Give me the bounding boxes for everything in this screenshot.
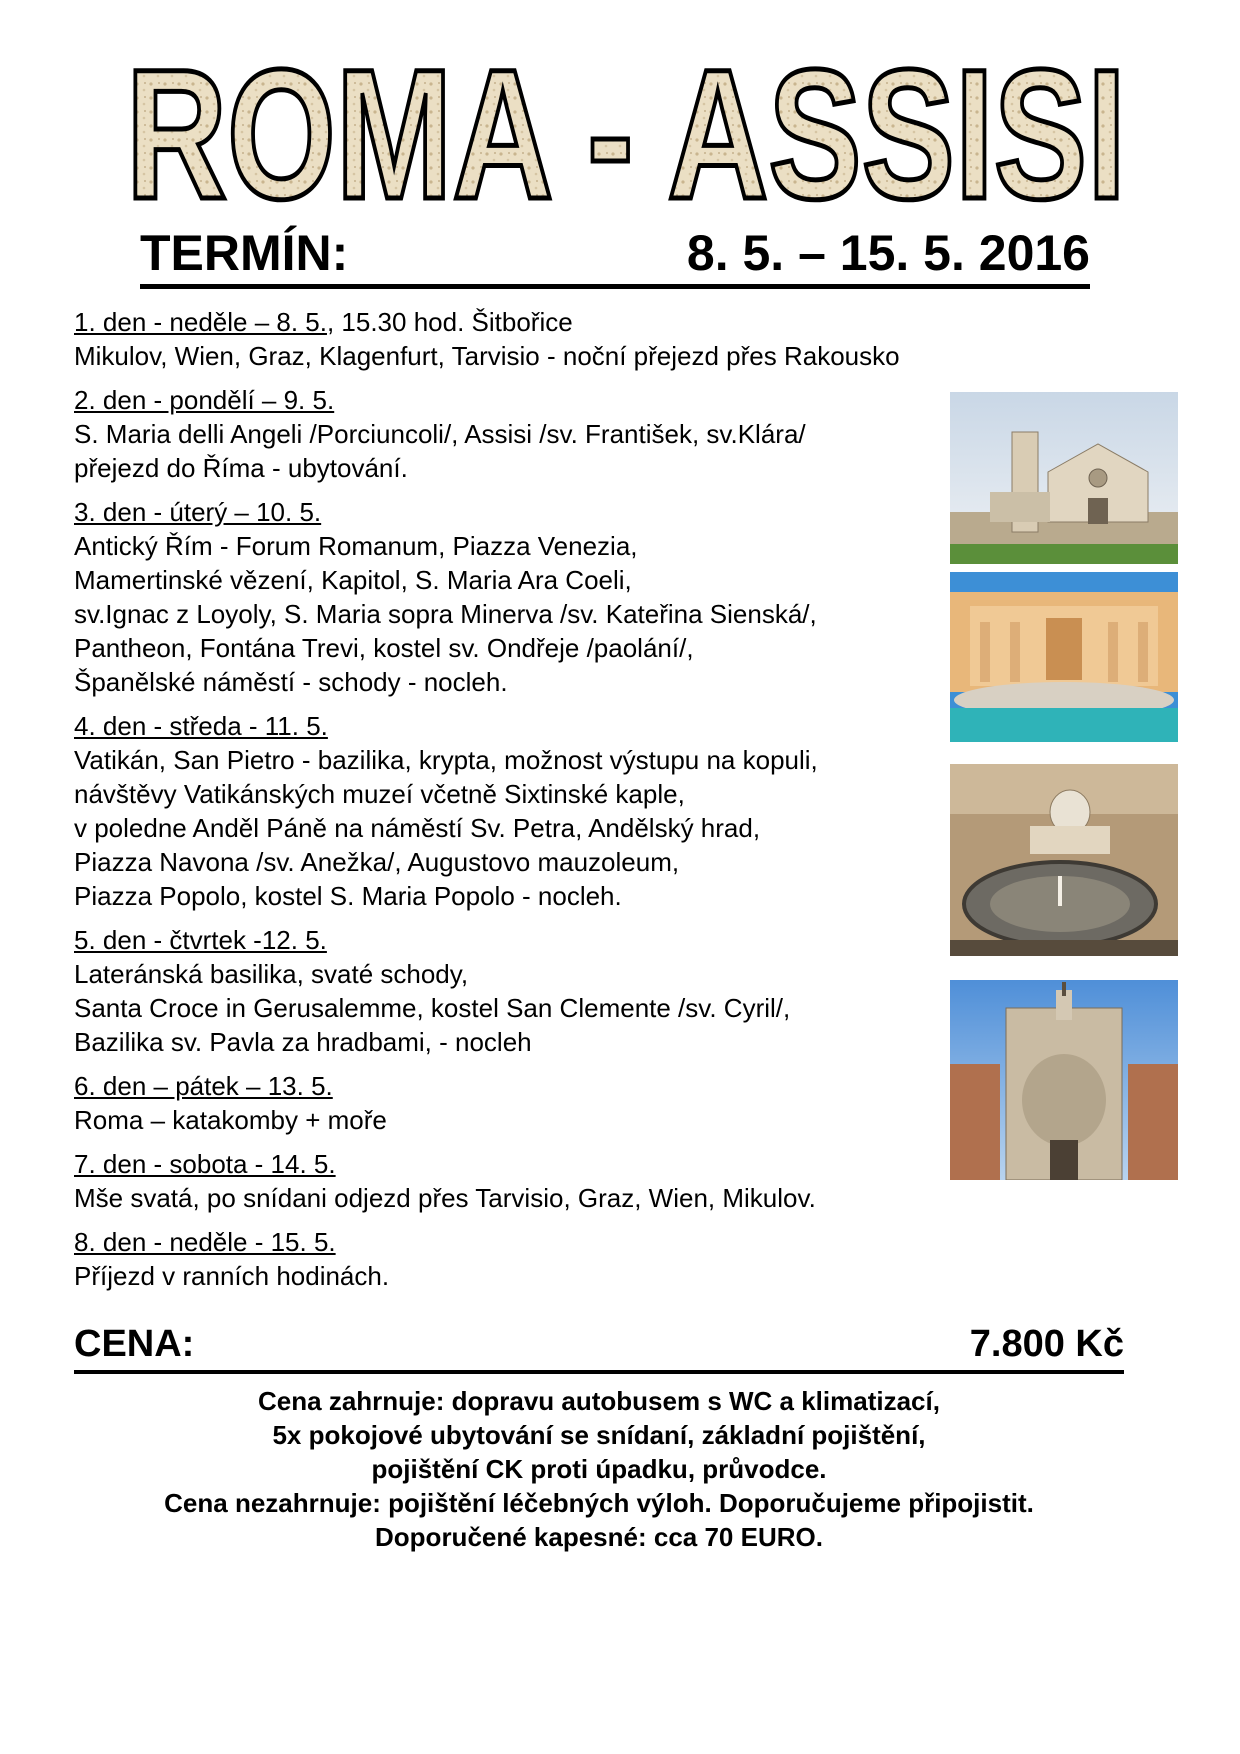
- day-item: [74, 1069, 944, 1137]
- day-line: Příjezd v ranních hodinách.: [74, 1261, 390, 1291]
- day-line: Antický Řím - Forum Romanum, Piazza Venezia,: [74, 531, 638, 561]
- day-line: Vatikán, San Pietro - bazilika, krypta, možnost výstupu na kopuli,: [74, 745, 818, 775]
- price-row: [74, 1320, 1124, 1374]
- day-line: Piazza Popolo, kostel S. Maria Popolo - nocleh.: [74, 881, 622, 911]
- day-item: [74, 495, 944, 699]
- price-label: CENA:: [74, 1323, 195, 1365]
- day-line: Španělské náměstí - schody - nocleh.: [74, 667, 508, 697]
- day-item: [74, 923, 944, 1059]
- page-title: [120, 52, 1132, 210]
- day-heading: 7. den - sobota - 14. 5.: [74, 1149, 336, 1179]
- day-heading: 4. den - středa - 11. 5.: [74, 711, 328, 741]
- day-item: [74, 1147, 944, 1215]
- day-line: návštěvy Vatikánských muzeí včetně Sixtinské kaple,: [74, 779, 685, 809]
- day-heading: 6. den – pátek – 13. 5.: [74, 1071, 333, 1101]
- day-line: Mikulov, Wien, Graz, Klagenfurt, Tarvisio - noční přejezd přes Rakousko: [74, 341, 900, 371]
- day-line: sv.Ignac z Loyoly, S. Maria sopra Minerva /sv. Kateřina Sienská/,: [74, 599, 817, 629]
- day-item: [74, 1225, 944, 1293]
- santa-croce-photo: [950, 980, 1178, 1180]
- term-row: [140, 224, 1090, 289]
- title-text: ROMA - ASSISI: [126, 52, 1126, 210]
- day-heading: 1. den - neděle – 8. 5.: [74, 307, 327, 337]
- price-notes: [74, 1384, 1124, 1554]
- day-line: Roma – katakomby + moře: [74, 1105, 387, 1135]
- st-peters-square-photo: [950, 764, 1178, 956]
- note-line: 5x pokojové ubytování se snídaní, základní pojištění,: [272, 1420, 926, 1450]
- price-value: 7.800 Kč: [969, 1323, 1124, 1365]
- day-item: [74, 305, 944, 373]
- day-item: [74, 383, 944, 485]
- itinerary: [74, 305, 944, 1303]
- day-line: S. Maria delli Angeli /Porciuncoli/, Assisi /sv. František, sv.Klára/: [74, 419, 806, 449]
- term-label: TERMÍN:: [140, 225, 349, 281]
- day-line: Santa Croce in Gerusalemme, kostel San Clemente /sv. Cyril/,: [74, 993, 791, 1023]
- day-heading: 8. den - neděle - 15. 5.: [74, 1227, 336, 1257]
- day-line: Mše svatá, po snídani odjezd přes Tarvisio, Graz, Wien, Mikulov.: [74, 1183, 816, 1213]
- trevi-fountain-photo: [950, 572, 1178, 742]
- day-heading: 3. den - úterý – 10. 5.: [74, 497, 322, 527]
- day-line: Piazza Navona /sv. Anežka/, Augustovo mauzoleum,: [74, 847, 680, 877]
- day-line: v poledne Anděl Páně na náměstí Sv. Petra, Andělský hrad,: [74, 813, 761, 843]
- day-heading: 2. den - pondělí – 9. 5.: [74, 385, 335, 415]
- day-line: Pantheon, Fontána Trevi, kostel sv. Ondřeje /paolání/,: [74, 633, 694, 663]
- note-line: Doporučené kapesné: cca 70 EURO.: [375, 1522, 823, 1552]
- day-line: Lateránská basilika, svaté schody,: [74, 959, 469, 989]
- assisi-basilica-photo: [950, 392, 1178, 564]
- term-dates: 8. 5. – 15. 5. 2016: [686, 225, 1090, 281]
- day-heading-tail: , 15.30 hod. Šitbořice: [326, 307, 573, 337]
- day-item: [74, 709, 944, 913]
- day-line: přejezd do Říma - ubytování.: [74, 453, 408, 483]
- note-line: Cena zahrnuje: dopravu autobusem s WC a klimatizací,: [258, 1386, 940, 1416]
- note-line: pojištění CK proti úpadku, průvodce.: [371, 1454, 827, 1484]
- note-line: Cena nezahrnuje: pojištění léčebných výloh. Doporučujeme připojistit.: [164, 1488, 1034, 1518]
- day-heading: 5. den - čtvrtek -12. 5.: [74, 925, 327, 955]
- day-line: Bazilika sv. Pavla za hradbami, - nocleh: [74, 1027, 532, 1057]
- day-line: Mamertinské vězení, Kapitol, S. Maria Ara Coeli,: [74, 565, 632, 595]
